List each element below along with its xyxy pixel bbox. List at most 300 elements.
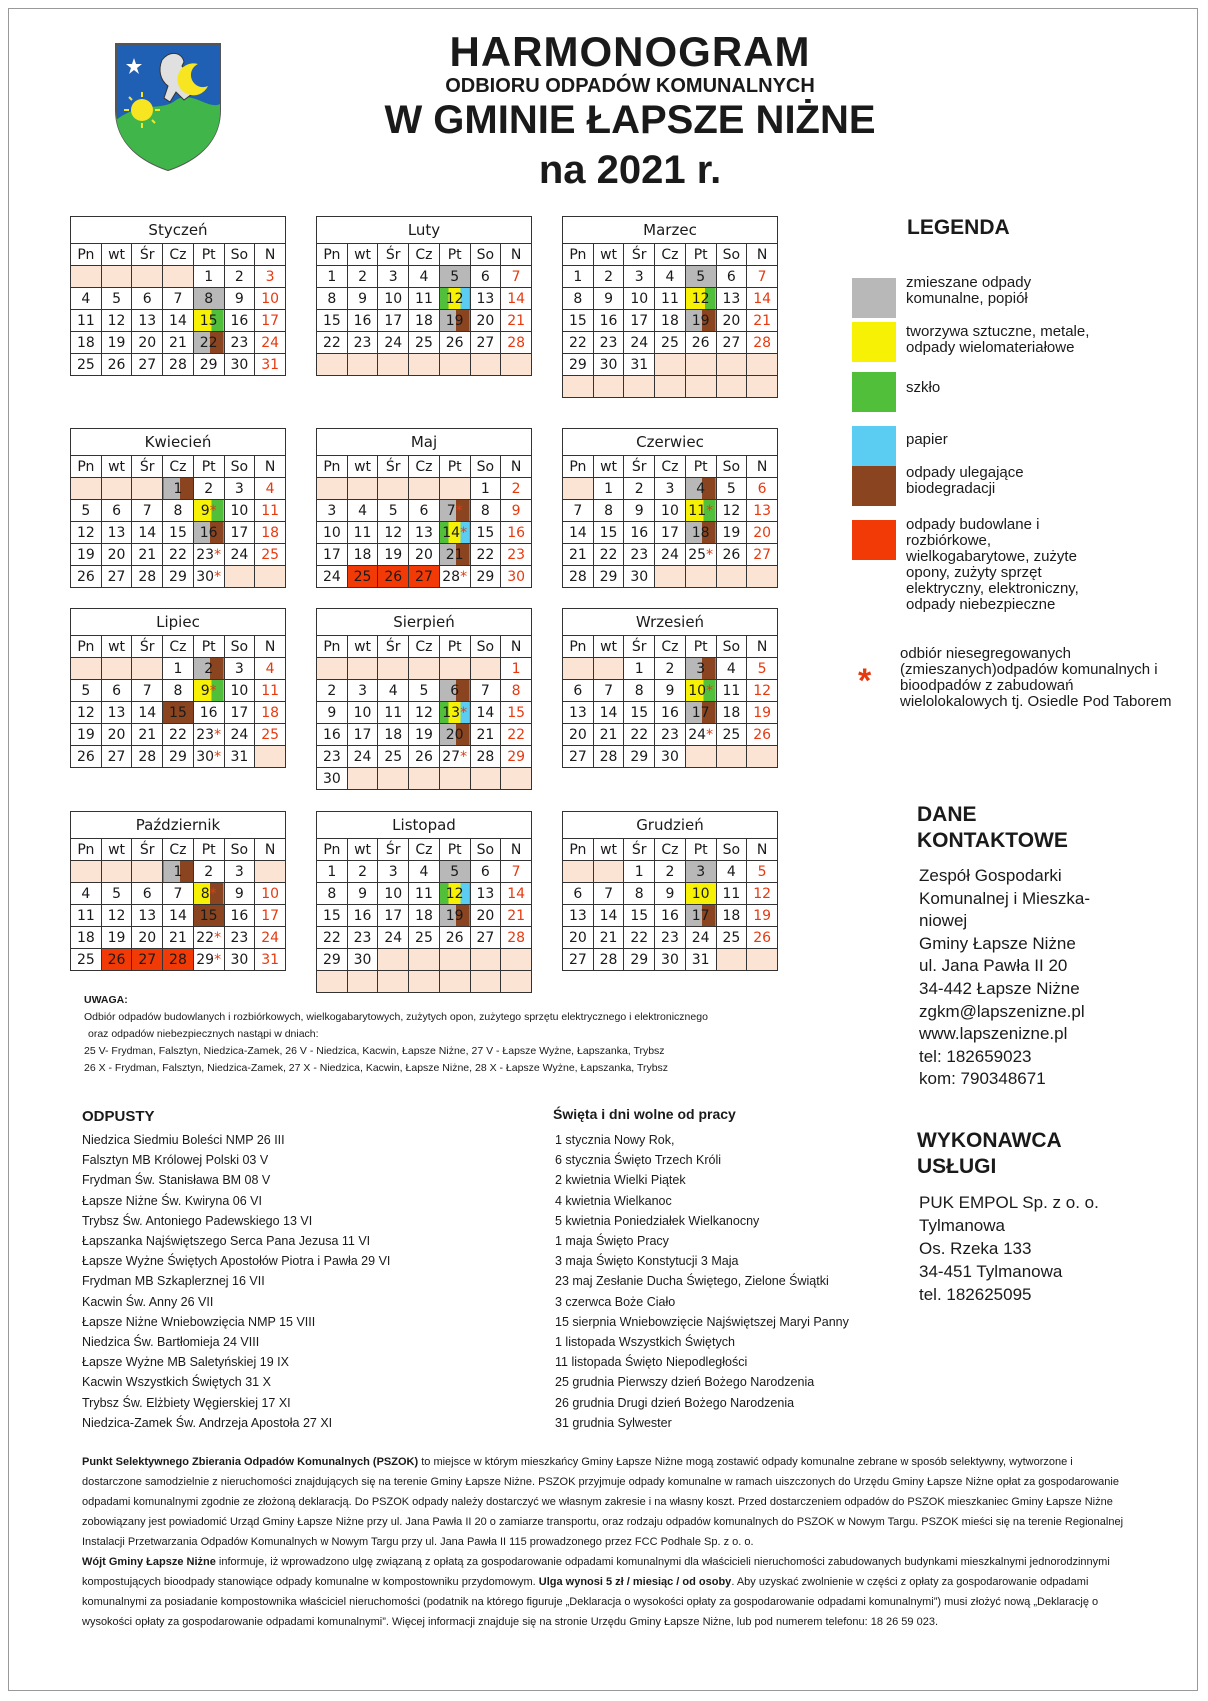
day-cell: 17 bbox=[255, 905, 286, 927]
star-marker-icon: * bbox=[460, 568, 468, 585]
month-calendar bbox=[316, 811, 532, 993]
day-cell: 25 bbox=[347, 566, 378, 588]
odpusty-item: Kacwin Wszystkich Świętych 31 X bbox=[82, 1375, 271, 1390]
empty-cell bbox=[378, 354, 409, 376]
star-marker-icon: * bbox=[214, 726, 222, 743]
day-cell: 18 bbox=[409, 310, 440, 332]
weekday-header: Cz bbox=[163, 456, 194, 478]
weekday-header: Śr bbox=[378, 244, 409, 266]
day-cell: 6 bbox=[470, 861, 501, 883]
odpusty-item: Frydman Św. Stanisława BM 08 V bbox=[82, 1173, 271, 1188]
day-cell: 17 bbox=[685, 702, 716, 724]
legend-label: zmieszane odpady komunalne, popiół bbox=[906, 274, 1032, 307]
day-cell: 13 bbox=[132, 310, 163, 332]
day-cell: 8 bbox=[193, 288, 224, 310]
day-cell: 28 bbox=[163, 354, 194, 376]
empty-cell bbox=[409, 949, 440, 971]
weekday-header: wt bbox=[593, 244, 624, 266]
day-cell: 19 bbox=[747, 905, 778, 927]
day-cell: 22 bbox=[563, 332, 594, 354]
day-cell: 26 bbox=[439, 927, 470, 949]
day-cell: 17 bbox=[378, 310, 409, 332]
day-cell: 14 bbox=[470, 702, 501, 724]
day-cell: 24 bbox=[255, 927, 286, 949]
day-cell: 14 bbox=[747, 288, 778, 310]
day-cell: 24 bbox=[224, 544, 255, 566]
day-cell: 14 bbox=[501, 288, 532, 310]
empty-cell bbox=[439, 949, 470, 971]
day-cell: 19 bbox=[439, 310, 470, 332]
empty-cell bbox=[378, 971, 409, 993]
empty-cell bbox=[747, 376, 778, 398]
star-marker-icon: * bbox=[214, 568, 222, 585]
day-cell: 5 bbox=[439, 861, 470, 883]
month-name: Czerwiec bbox=[563, 429, 778, 456]
day-cell: 2 bbox=[624, 478, 655, 500]
star-marker-icon: * bbox=[214, 929, 222, 946]
contractor-line: Tylmanowa bbox=[919, 1216, 1005, 1235]
ulga-bold: Ulga wynosi 5 zł / miesiąc / od osoby bbox=[538, 1576, 732, 1588]
star-marker-icon: * bbox=[209, 885, 217, 902]
empty-cell bbox=[501, 949, 532, 971]
empty-cell bbox=[624, 376, 655, 398]
day-cell: 26 bbox=[747, 927, 778, 949]
month-calendar bbox=[70, 216, 286, 376]
day-cell: 14 bbox=[163, 905, 194, 927]
day-cell: 6 bbox=[563, 680, 594, 702]
weekday-header: So bbox=[716, 636, 747, 658]
day-cell: 14 bbox=[132, 522, 163, 544]
weekday-header: wt bbox=[347, 839, 378, 861]
day-cell: 25 bbox=[716, 724, 747, 746]
day-cell: 1 bbox=[163, 658, 194, 680]
day-cell: 16 bbox=[347, 310, 378, 332]
legend-swatch bbox=[852, 520, 896, 560]
empty-cell bbox=[470, 768, 501, 790]
day-cell: 21 bbox=[563, 544, 594, 566]
day-cell: 11 bbox=[409, 288, 440, 310]
month-name: Sierpień bbox=[317, 609, 532, 636]
month-calendar bbox=[562, 608, 778, 768]
day-cell: 5 bbox=[685, 266, 716, 288]
day-cell: 21 bbox=[163, 332, 194, 354]
day-cell: 11 bbox=[71, 905, 102, 927]
day-cell: 6 bbox=[439, 680, 470, 702]
empty-cell bbox=[409, 354, 440, 376]
day-cell: 28 bbox=[132, 746, 163, 768]
weekday-header: Śr bbox=[378, 839, 409, 861]
day-cell: 9 bbox=[501, 500, 532, 522]
contact-line: ul. Jana Pawła II 20 bbox=[919, 956, 1068, 976]
weekday-header: Śr bbox=[624, 839, 655, 861]
month-name: Listopad bbox=[317, 812, 532, 839]
month-calendar bbox=[562, 811, 778, 971]
day-cell: 24* bbox=[685, 724, 716, 746]
day-cell: 31 bbox=[224, 746, 255, 768]
day-cell: 16 bbox=[224, 905, 255, 927]
day-cell: 7 bbox=[593, 883, 624, 905]
day-cell: 10 bbox=[685, 883, 716, 905]
day-cell: 15 bbox=[317, 310, 348, 332]
day-cell: 20 bbox=[563, 724, 594, 746]
day-cell: 24 bbox=[624, 332, 655, 354]
weekday-header: Pt bbox=[439, 244, 470, 266]
day-cell: 17 bbox=[317, 544, 348, 566]
day-cell: 24 bbox=[655, 544, 686, 566]
day-cell: 2 bbox=[224, 266, 255, 288]
odpusty-item: Niedzica Św. Bartłomieja 24 VIII bbox=[82, 1335, 260, 1350]
wojt-text: informuje, iż wprowadzono ulgę związaną z opłatą za gospodarowanie odpadami komunalnymi dla właścicieli nieruchomości zabudowanych budynkami mieszkalnymi jednorodzinnymi kompostujących bioodpady stanowiące odpady komunalne w kompostowniku przydomowym. bbox=[82, 1556, 1110, 1588]
uwaga-note bbox=[84, 992, 844, 1077]
weekday-header: N bbox=[501, 636, 532, 658]
swieta-item: 15 sierpnia Wniebowzięcie Najświętszej Maryi Panny bbox=[555, 1314, 849, 1329]
empty-cell bbox=[378, 949, 409, 971]
day-cell: 6 bbox=[101, 500, 132, 522]
empty-cell bbox=[563, 658, 594, 680]
day-cell: 12 bbox=[747, 680, 778, 702]
day-cell: 23 bbox=[593, 332, 624, 354]
day-cell: 6 bbox=[409, 500, 440, 522]
empty-cell bbox=[563, 376, 594, 398]
weekday-header: Pt bbox=[439, 456, 470, 478]
day-cell: 26 bbox=[101, 354, 132, 376]
weekday-header: So bbox=[224, 244, 255, 266]
day-cell: 9* bbox=[193, 680, 224, 702]
empty-cell bbox=[685, 354, 716, 376]
day-cell: 5 bbox=[747, 861, 778, 883]
weekday-header: So bbox=[716, 456, 747, 478]
day-cell: 17 bbox=[255, 310, 286, 332]
weekday-header: wt bbox=[101, 244, 132, 266]
day-cell: 4 bbox=[71, 288, 102, 310]
day-cell: 30* bbox=[193, 746, 224, 768]
day-cell: 18 bbox=[716, 702, 747, 724]
weekday-header: So bbox=[470, 244, 501, 266]
day-cell: 8 bbox=[593, 500, 624, 522]
empty-cell bbox=[101, 478, 132, 500]
day-cell: 3 bbox=[224, 658, 255, 680]
empty-cell bbox=[716, 949, 747, 971]
empty-cell bbox=[593, 658, 624, 680]
weekday-header: Pn bbox=[563, 839, 594, 861]
day-cell: 17 bbox=[655, 522, 686, 544]
day-cell: 7 bbox=[593, 680, 624, 702]
day-cell: 9 bbox=[624, 500, 655, 522]
empty-cell bbox=[347, 658, 378, 680]
weekday-header: Pt bbox=[685, 636, 716, 658]
empty-cell bbox=[71, 266, 102, 288]
day-cell: 18 bbox=[71, 927, 102, 949]
day-cell: 15 bbox=[317, 905, 348, 927]
legend-label: tworzywa sztuczne, metale, odpady wielomateriałowe bbox=[906, 323, 1090, 356]
weekday-header: Cz bbox=[409, 244, 440, 266]
empty-cell bbox=[501, 768, 532, 790]
title-block bbox=[330, 30, 930, 198]
contact-line: Zespół Gospodarki bbox=[919, 866, 1062, 885]
month-name: Lipiec bbox=[71, 609, 286, 636]
weekday-header: Cz bbox=[409, 636, 440, 658]
star-marker-icon: * bbox=[214, 951, 222, 968]
empty-cell bbox=[655, 376, 686, 398]
day-cell: 2 bbox=[193, 861, 224, 883]
day-cell: 5 bbox=[101, 288, 132, 310]
day-cell: 13 bbox=[563, 905, 594, 927]
legend-label: szkło bbox=[906, 379, 941, 396]
swieta-item: 23 maj Zesłanie Ducha Świętego, Zielone Świątki bbox=[555, 1274, 829, 1289]
day-cell: 1 bbox=[470, 478, 501, 500]
star-marker-icon: * bbox=[455, 502, 463, 519]
day-cell: 13 bbox=[747, 500, 778, 522]
uwaga-line: 26 X - Frydman, Falsztyn, Niedzica-Zamek, 27 X - Niedzica, Kacwin, Łapsze Niżne, 28 X - Łapsze Wyżne, Łapszanka, Trybsz bbox=[84, 1062, 669, 1074]
empty-cell bbox=[439, 768, 470, 790]
day-cell: 16 bbox=[193, 522, 224, 544]
swieta-item: 5 kwietnia Poniedziałek Wielkanocny bbox=[555, 1213, 760, 1228]
legend-star-icon: * bbox=[858, 662, 872, 700]
day-cell: 27 bbox=[132, 354, 163, 376]
weekday-header: Śr bbox=[132, 839, 163, 861]
day-cell: 1 bbox=[624, 658, 655, 680]
day-cell: 18 bbox=[71, 332, 102, 354]
empty-cell bbox=[101, 861, 132, 883]
day-cell: 10 bbox=[378, 288, 409, 310]
day-cell: 3 bbox=[624, 266, 655, 288]
day-cell: 2 bbox=[193, 658, 224, 680]
day-cell: 9 bbox=[347, 288, 378, 310]
day-cell: 14 bbox=[593, 702, 624, 724]
empty-cell bbox=[255, 861, 286, 883]
wojt-text-cont: . Aby uzyskać zwolnienie w części z opłaty za gospodarowanie odpadami komunalnymi za posiadanie kompostownika właściciel nieruchomości (podatnik na którego figuruje „Deklaracja o wysokości opłaty za gospodarowanie odpadami komunalnymi”) musi złożyć nową „Deklarację o wysokości opłaty za gospodarowanie odpadami komunalnymi”. Więcej informacji znajduje się na stronie Urzędu Gminy Łapsze Niżne, lub pod numerem telefonu: 18 26 59 023. bbox=[82, 1576, 1099, 1628]
weekday-header: Cz bbox=[655, 244, 686, 266]
empty-cell bbox=[101, 266, 132, 288]
day-cell: 4 bbox=[347, 500, 378, 522]
legend-swatch bbox=[852, 372, 896, 412]
day-cell: 22 bbox=[317, 332, 348, 354]
day-cell: 15 bbox=[163, 522, 194, 544]
empty-cell bbox=[317, 354, 348, 376]
month-name: Grudzień bbox=[563, 812, 778, 839]
weekday-header: wt bbox=[347, 456, 378, 478]
weekday-header: N bbox=[255, 636, 286, 658]
day-cell: 10 bbox=[224, 680, 255, 702]
weekday-header: Cz bbox=[655, 456, 686, 478]
day-cell: 15 bbox=[624, 905, 655, 927]
day-cell: 30 bbox=[224, 354, 255, 376]
day-cell: 2 bbox=[317, 680, 348, 702]
day-cell: 25 bbox=[71, 354, 102, 376]
day-cell: 15 bbox=[193, 905, 224, 927]
empty-cell bbox=[563, 478, 594, 500]
day-cell: 1 bbox=[563, 266, 594, 288]
day-cell: 21 bbox=[593, 927, 624, 949]
day-cell: 28 bbox=[132, 566, 163, 588]
day-cell: 6 bbox=[470, 266, 501, 288]
day-cell: 9 bbox=[317, 702, 348, 724]
day-cell: 25 bbox=[716, 927, 747, 949]
day-cell: 14 bbox=[163, 310, 194, 332]
swieta-item: 11 listopada Święto Niepodległości bbox=[555, 1355, 748, 1370]
star-marker-icon: * bbox=[460, 748, 468, 765]
day-cell: 6 bbox=[747, 478, 778, 500]
day-cell: 5 bbox=[71, 500, 102, 522]
day-cell: 9 bbox=[224, 883, 255, 905]
day-cell: 5 bbox=[71, 680, 102, 702]
pszok-paragraph bbox=[82, 1452, 1132, 1632]
contractor-line: 34-451 Tylmanowa bbox=[919, 1262, 1063, 1281]
weekday-header: Pt bbox=[193, 636, 224, 658]
weekday-header: wt bbox=[101, 636, 132, 658]
day-cell: 5 bbox=[439, 266, 470, 288]
day-cell: 26 bbox=[101, 949, 132, 971]
day-cell: 10 bbox=[624, 288, 655, 310]
weekday-header: Pn bbox=[563, 456, 594, 478]
day-cell: 19 bbox=[685, 310, 716, 332]
day-cell: 12 bbox=[747, 883, 778, 905]
day-cell: 12 bbox=[71, 702, 102, 724]
swieta-item: 3 czerwca Boże Ciało bbox=[555, 1294, 676, 1309]
day-cell: 2 bbox=[655, 658, 686, 680]
star-marker-icon: * bbox=[706, 546, 714, 563]
day-cell: 10 bbox=[317, 522, 348, 544]
empty-cell bbox=[132, 861, 163, 883]
day-cell: 3 bbox=[224, 861, 255, 883]
empty-cell bbox=[347, 478, 378, 500]
day-cell: 17 bbox=[378, 905, 409, 927]
day-cell: 29 bbox=[624, 746, 655, 768]
empty-cell bbox=[501, 971, 532, 993]
empty-cell bbox=[378, 658, 409, 680]
weekday-header: Pt bbox=[439, 839, 470, 861]
empty-cell bbox=[132, 658, 163, 680]
day-cell: 4 bbox=[255, 478, 286, 500]
odpusty-item: Łapsze Wyżne Świętych Apostołów Piotra i Pawła 29 VI bbox=[82, 1254, 391, 1269]
swieta-title: Święta i dni wolne od pracy bbox=[553, 1106, 736, 1122]
legend-star-text: odbiór niesegregowanych (zmieszanych)odpadów komunalnych i bioodpadów z zabudowań wielolokalowych tj. Osiedle Pod Taborem bbox=[900, 645, 1172, 710]
empty-cell bbox=[163, 266, 194, 288]
day-cell: 27 bbox=[563, 949, 594, 971]
day-cell: 2 bbox=[347, 861, 378, 883]
day-cell: 22 bbox=[624, 927, 655, 949]
title-harmonogram: HARMONOGRAM bbox=[449, 28, 811, 75]
swieta-item: 6 stycznia Święto Trzech Króli bbox=[555, 1153, 722, 1168]
weekday-header: Śr bbox=[378, 636, 409, 658]
weekday-header: N bbox=[501, 244, 532, 266]
swieta-item: 1 stycznia Nowy Rok, bbox=[555, 1133, 675, 1147]
coat-of-arms-logo bbox=[112, 40, 224, 172]
empty-cell bbox=[317, 971, 348, 993]
day-cell: 21 bbox=[501, 905, 532, 927]
month-name: Październik bbox=[71, 812, 286, 839]
day-cell: 3 bbox=[224, 478, 255, 500]
day-cell: 26 bbox=[71, 566, 102, 588]
day-cell: 9 bbox=[347, 883, 378, 905]
day-cell: 29 bbox=[163, 566, 194, 588]
month-name: Kwiecień bbox=[71, 429, 286, 456]
day-cell: 28* bbox=[439, 566, 470, 588]
day-cell: 17 bbox=[624, 310, 655, 332]
day-cell: 23* bbox=[193, 544, 224, 566]
empty-cell bbox=[132, 478, 163, 500]
weekday-header: N bbox=[255, 244, 286, 266]
day-cell: 3 bbox=[347, 680, 378, 702]
day-cell: 21 bbox=[132, 544, 163, 566]
swieta-item: 31 grudnia Sylwester bbox=[555, 1415, 672, 1430]
empty-cell bbox=[347, 354, 378, 376]
weekday-header: Śr bbox=[132, 456, 163, 478]
empty-cell bbox=[409, 971, 440, 993]
day-cell: 9 bbox=[593, 288, 624, 310]
empty-cell bbox=[347, 971, 378, 993]
day-cell: 4 bbox=[655, 266, 686, 288]
swieta-item: 1 listopada Wszystkich Świętych bbox=[555, 1335, 735, 1350]
day-cell: 22 bbox=[193, 332, 224, 354]
day-cell: 3 bbox=[655, 478, 686, 500]
day-cell: 7 bbox=[501, 861, 532, 883]
empty-cell bbox=[255, 566, 286, 588]
day-cell: 13 bbox=[563, 702, 594, 724]
weekday-header: Śr bbox=[624, 636, 655, 658]
day-cell: 22 bbox=[163, 544, 194, 566]
day-cell: 12 bbox=[439, 288, 470, 310]
day-cell: 20 bbox=[132, 332, 163, 354]
day-cell: 23 bbox=[655, 927, 686, 949]
month-name: Wrzesień bbox=[563, 609, 778, 636]
odpusty-title: ODPUSTY bbox=[82, 1108, 155, 1125]
month-name: Marzec bbox=[563, 217, 778, 244]
weekday-header: N bbox=[747, 456, 778, 478]
empty-cell bbox=[409, 658, 440, 680]
empty-cell bbox=[470, 971, 501, 993]
day-cell: 19 bbox=[71, 724, 102, 746]
weekday-header: Śr bbox=[378, 456, 409, 478]
day-cell: 23 bbox=[655, 724, 686, 746]
day-cell: 16 bbox=[193, 702, 224, 724]
day-cell: 3 bbox=[317, 500, 348, 522]
day-cell: 28 bbox=[163, 949, 194, 971]
day-cell: 16 bbox=[655, 702, 686, 724]
day-cell: 10 bbox=[224, 500, 255, 522]
odpusty-item: Niedzica Siedmiu Boleści NMP 26 III bbox=[82, 1133, 285, 1147]
day-cell: 6 bbox=[132, 883, 163, 905]
empty-cell bbox=[347, 768, 378, 790]
day-cell: 29 bbox=[593, 566, 624, 588]
uwaga-line: Odbiór odpadów budowlanych i rozbiórkowych, wielkogabarytowych, zużytych opon, zużytego sprzętu elektrycznego i elektronicznego bbox=[84, 1011, 708, 1023]
swieta-list bbox=[555, 1130, 849, 1433]
day-cell: 22 bbox=[470, 544, 501, 566]
day-cell: 19 bbox=[101, 927, 132, 949]
day-cell: 12 bbox=[378, 522, 409, 544]
day-cell: 6 bbox=[101, 680, 132, 702]
day-cell: 21 bbox=[501, 310, 532, 332]
day-cell: 5 bbox=[409, 680, 440, 702]
star-marker-icon: * bbox=[214, 748, 222, 765]
empty-cell bbox=[71, 861, 102, 883]
day-cell: 4 bbox=[378, 680, 409, 702]
day-cell: 8 bbox=[163, 680, 194, 702]
day-cell: 19 bbox=[409, 724, 440, 746]
contact-line: www.lapszenizne.pl bbox=[919, 1024, 1068, 1044]
month-calendar bbox=[316, 216, 532, 376]
day-cell: 9* bbox=[193, 500, 224, 522]
day-cell: 24 bbox=[378, 332, 409, 354]
day-cell: 7 bbox=[163, 883, 194, 905]
empty-cell bbox=[747, 566, 778, 588]
day-cell: 27 bbox=[716, 332, 747, 354]
weekday-header: Pt bbox=[193, 456, 224, 478]
day-cell: 17 bbox=[685, 905, 716, 927]
day-cell: 13 bbox=[716, 288, 747, 310]
day-cell: 18 bbox=[409, 905, 440, 927]
day-cell: 25 bbox=[255, 544, 286, 566]
